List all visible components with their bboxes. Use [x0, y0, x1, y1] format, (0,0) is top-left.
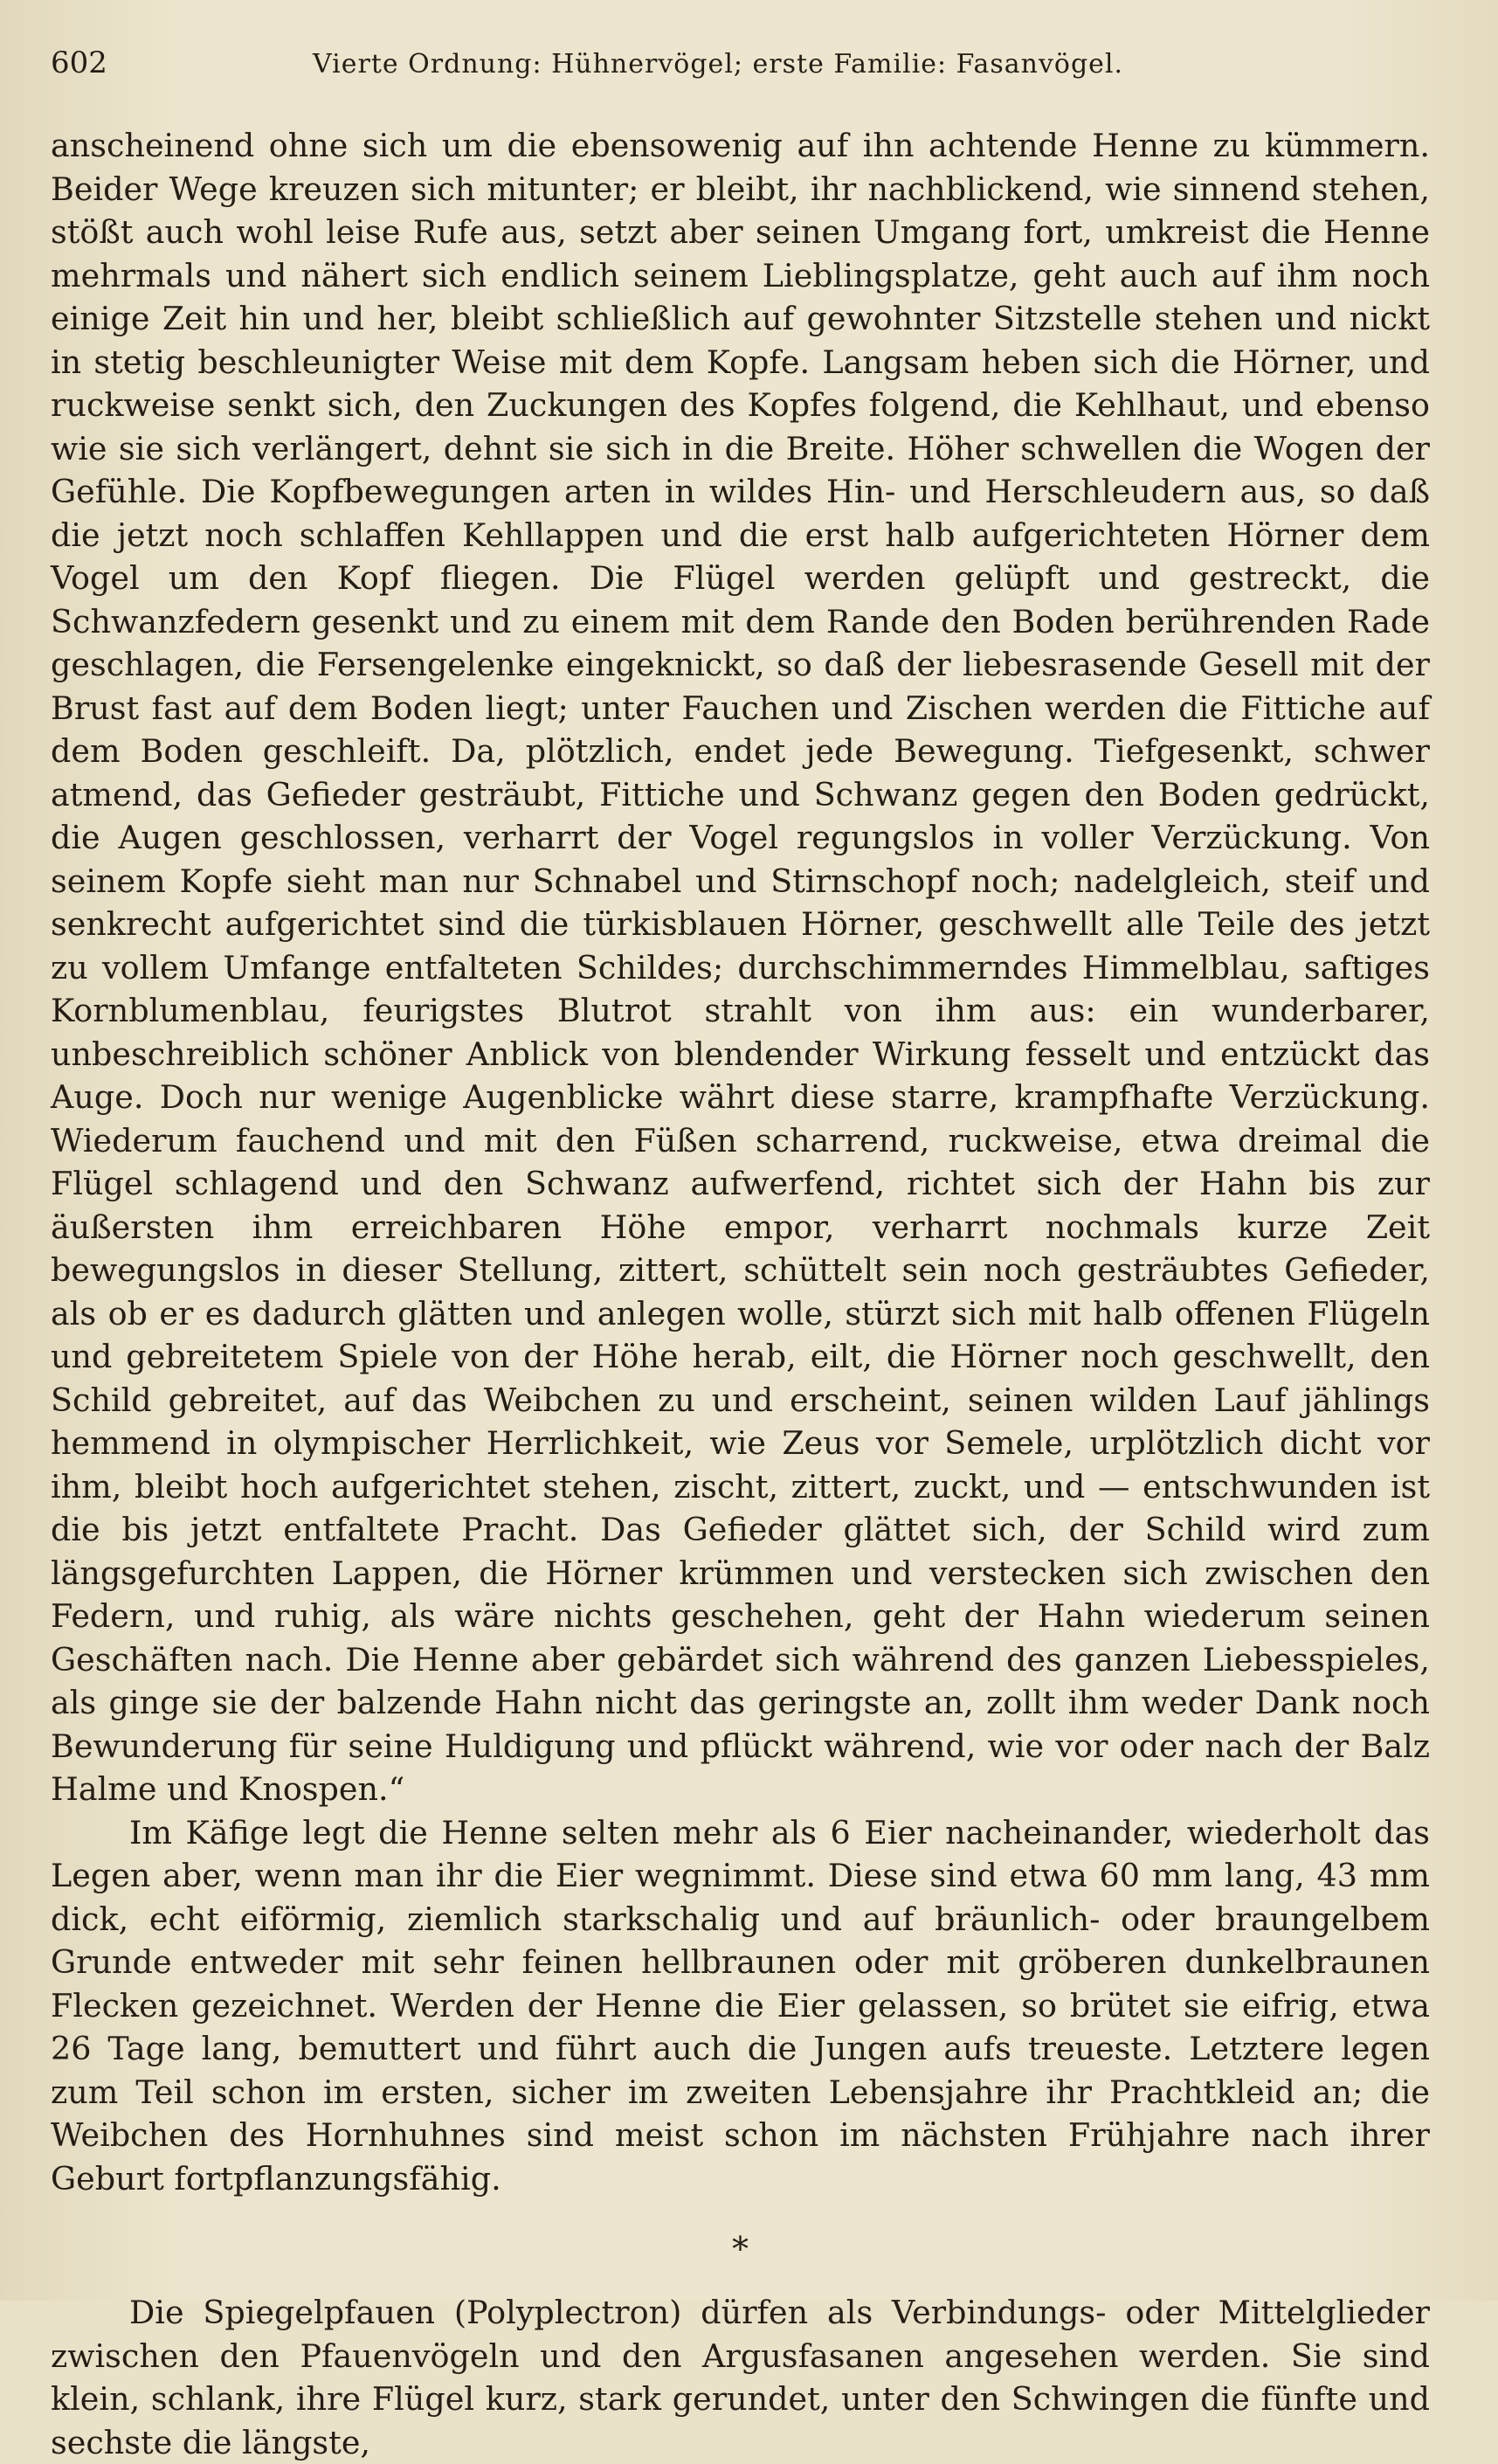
- body-text: [51, 124, 1430, 2464]
- section-separator: *: [732, 2230, 749, 2268]
- paragraph-polyplectron: Die Spiegelpfauen (Polyplectron) dürfen als Verbindungs- oder Mittelglieder zwischen den Pfauenvögeln und den Argusfasanen angesehen werden. Sie sind klein, schlank, ihre Flügel kurz, stark gerundet, unter den Schwingen die fünfte und sechste die längste,: [51, 2294, 1430, 2461]
- running-head: Vierte Ordnung: Hühnervögel; erste Familie: Fasanvögel.: [313, 49, 1124, 80]
- page-header: [51, 45, 1430, 107]
- page-number: 602: [51, 45, 107, 80]
- paragraph-courtship-display: anscheinend ohne sich um die ebensowenig auf ihn achtende Henne zu kümmern. Beider Wege kreuzen sich mitunter; er bleibt, ihr nachblickend, wie sinnend stehen, stößt auch wohl leise Rufe aus, setzt aber seinen Umgang fort, umkreist die Henne mehrmals und nähert sich endlich seinem Lieblingsplatze, geht auch auf ihm noch einige Zeit hin und her, bleibt schließlich auf gewohnter Sitzstelle stehen und nickt in stetig beschleunigter Weise mit dem Kopfe. Langsam heben sich die Hörner, und ruckweise senkt sich, den Zuckungen des Kopfes folgend, die Kehlhaut, und ebenso wie sie sich verlängert, dehnt sie sich in die Breite. Höher schwellen die Wogen der Gefühle. Die Kopfbewegungen arten in wildes Hin- und Herschleudern aus, so daß die jetzt noch schlaffen Kehllappen und die erst halb aufgerichteten Hörner dem Vogel um den Kopf fliegen. Die Flügel werden gelüpft und gestreckt, die Schwanzfedern gesenkt und zu einem mit dem Rande den Boden berührenden Rade geschlagen, die Fersengelenke eingeknickt, so daß der liebesrasende Gesell mit der Brust fast auf dem Boden liegt; unter Fauchen und Zischen werden die Fittiche auf dem Boden geschleift. Da, plötzlich, endet jede Bewegung. Tiefgesenkt, schwer atmend, das Gefieder gesträubt, Fittiche und Schwanz gegen den Boden gedrückt, die Augen geschlossen, verharrt der Vogel regungslos in voller Verzückung. Von seinem Kopfe sieht man nur Schnabel und Stirnschopf noch; nadelgleich, steif und senkrecht aufgerichtet sind die türkisblauen Hörner, geschwellt alle Teile des jetzt zu vollem Umfange entfalteten Schildes; durchschimmerndes Himmelblau, saftiges Kornblumenblau, feurigstes Blutrot strahlt von ihm aus: ein wunderbarer, unbeschreiblich schöner Anblick von blendender Wirkung fesselt und entzückt das Auge. Doch nur wenige Augenblicke währt diese starre, krampfhafte Verzückung. Wiederum fauchend und mit den Füßen scharrend, ruckweise, etwa dreimal die Flügel schlagend und den Schwanz aufwerfend, richtet sich der Hahn bis zur äußersten ihm erreichbaren Höhe empor, verharrt nochmals kurze Zeit bewegungslos in dieser Stellung, zittert, schüttelt sein noch gesträubtes Gefieder, als ob er es dadurch glätten und anlegen wolle, stürzt sich mit halb offenen Flügeln und gebreitetem Spiele von der Höhe herab, eilt, die Hörner noch geschwellt, den Schild gebreitet, auf das Weibchen zu und erscheint, seinen wilden Lauf jählings hemmend in olympischer Herrlichkeit, wie Zeus vor Semele, urplötzlich dicht vor ihm, bleibt hoch aufgerichtet stehen, zischt, zittert, zuckt, und — entschwunden ist die bis jetzt entfaltete Pracht. Das Gefieder glättet sich, der Schild wird zum längsgefurchten Lappen, die Hörner krümmen und verstecken sich zwischen den Federn, und ruhig, als wäre nichts geschehen, geht der Hahn wiederum seinen Geschäften nach. Die Henne aber gebärdet sich während des ganzen Liebesspieles, als ginge sie der balzende Hahn nicht das geringste an, zollt ihm weder Dank noch Bewunderung für seine Huldigung und pflückt während, wie vor oder nach der Balz Halme und Knospen.“: [51, 127, 1430, 1808]
- paragraph-eggs-and-breeding: Im Käfige legt die Henne selten mehr als 6 Eier nacheinander, wiederholt das Legen aber, wenn man ihr die Eier wegnimmt. Diese sind etwa 60 mm lang, 43 mm dick, echt eiförmig, ziemlich starkschalig und auf bräunlich- oder braungelbem Grunde entweder mit sehr feinen hellbraunen oder mit gröberen dunkelbraunen Flecken gezeichnet. Werden der Henne die Eier gelassen, so brütet sie eifrig, etwa 26 Tage lang, bemuttert und führt auch die Jungen aufs treueste. Letztere legen zum Teil schon im ersten, sicher im zweiten Lebensjahre ihr Prachtkleid an; die Weibchen des Hornhuhnes sind meist schon im nächsten Frühjahre nach ihrer Geburt fortpflanzungsfähig.: [51, 1813, 1430, 2198]
